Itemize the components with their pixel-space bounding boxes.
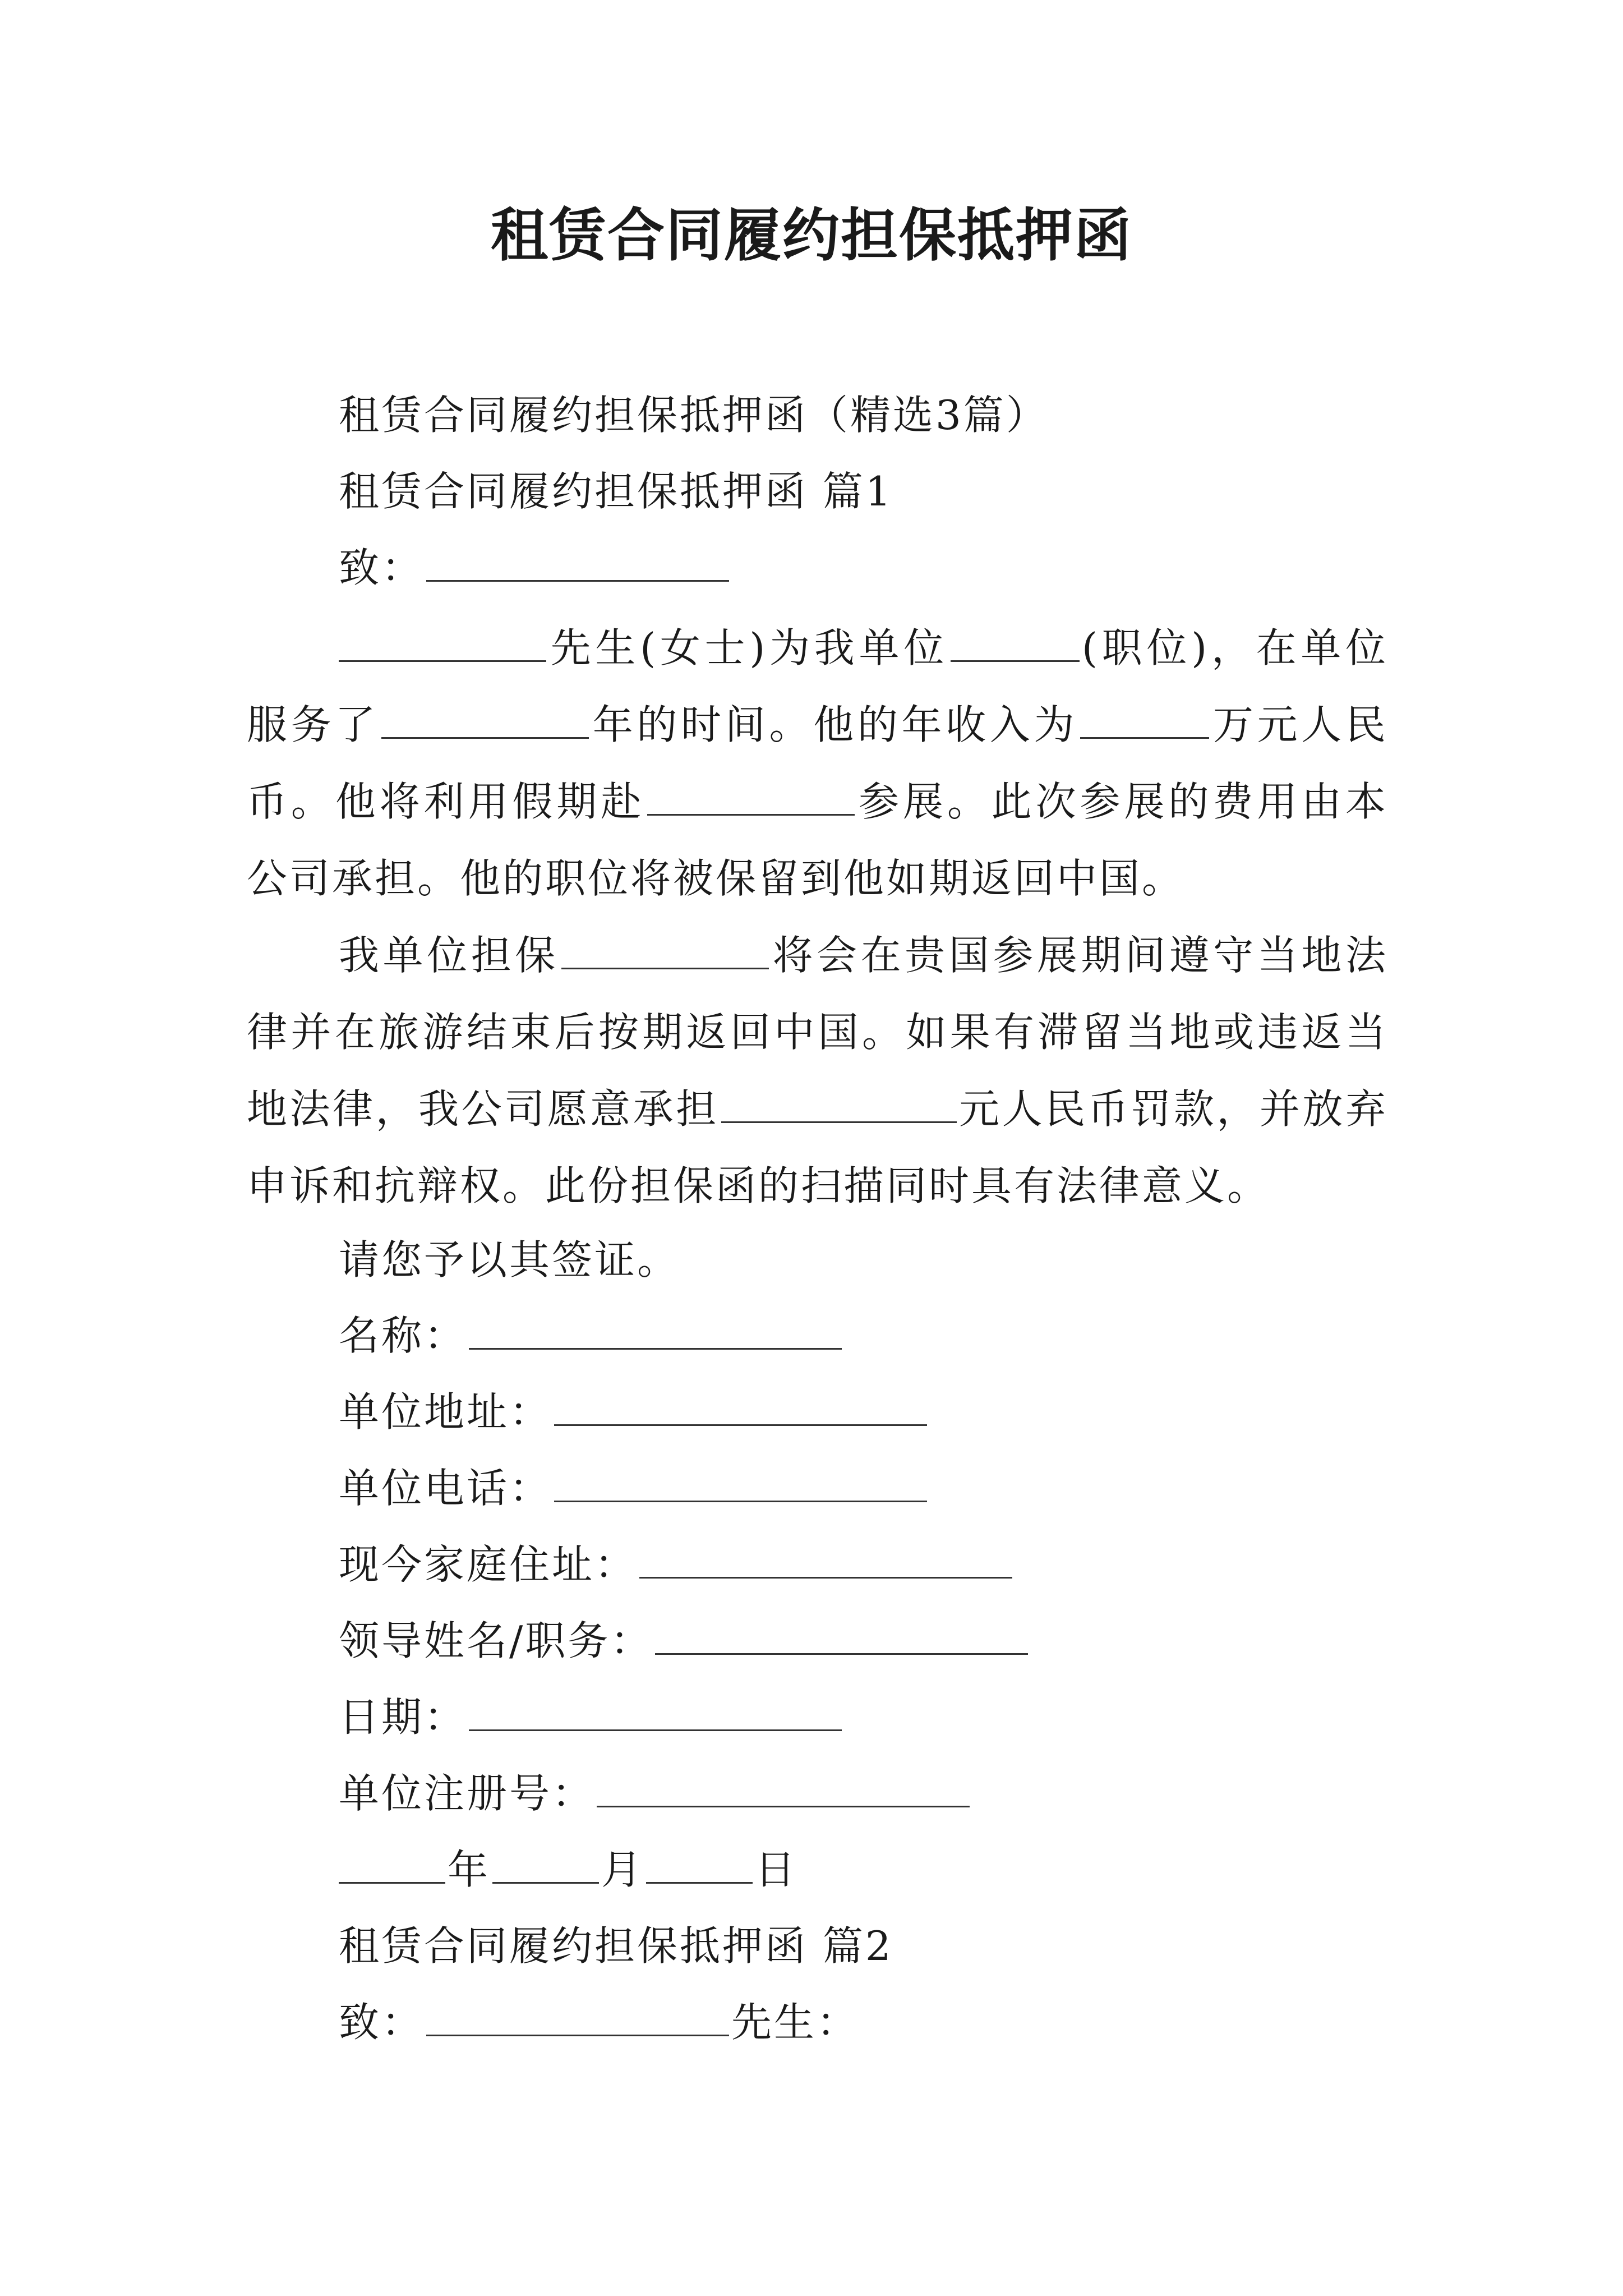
- month-blank: [492, 1847, 599, 1884]
- field-phone-label: 单位电话：: [339, 1465, 552, 1512]
- part2-to-line: [339, 1994, 859, 2050]
- field-address: [339, 1384, 929, 1440]
- field-reg-blank: [597, 1771, 970, 1807]
- p2-text-1: 我单位担保: [339, 932, 559, 979]
- field-leader-label: 领导姓名/职务：: [339, 1617, 653, 1664]
- date-line: [339, 1842, 797, 1898]
- part1-to-line: [339, 540, 731, 596]
- year-label: 年: [448, 1846, 491, 1893]
- subtitle: 租赁合同履约担保抵押函（精选3篇）: [339, 392, 1049, 439]
- destination-blank: [647, 779, 855, 816]
- day-label: 日: [755, 1846, 798, 1893]
- month-label: 月: [601, 1846, 644, 1893]
- field-address-blank: [554, 1389, 927, 1426]
- year-blank: [339, 1847, 445, 1884]
- p1-text-1: 先生(女士)为我单位: [548, 624, 948, 671]
- field-leader: [339, 1613, 1030, 1669]
- field-reg-label: 单位注册号：: [339, 1770, 595, 1817]
- part1-paragraph-2: [247, 917, 1388, 1225]
- part2-recipient-blank: [426, 2000, 729, 2036]
- field-name-label: 名称：: [339, 1312, 467, 1359]
- field-home-address: [339, 1536, 1015, 1593]
- income-blank: [1080, 702, 1209, 739]
- field-name-blank: [469, 1313, 842, 1350]
- guaranteed-person-blank: [561, 933, 769, 969]
- field-leader-blank: [655, 1618, 1028, 1655]
- field-date: [339, 1689, 844, 1745]
- field-date-blank: [469, 1695, 842, 1731]
- p2-text-3: 元人民币罚款，并放弃申诉和抗辩权。此份担保函的扫描同时具有法律意义。: [247, 1085, 1388, 1209]
- p1-text-5: 参展。此次参展的费用由本公司承担。他的职位将被保留到他如期返回中国。: [247, 778, 1388, 902]
- p2-text-2: 将会在贵国参展期间遵守当地法律并在旅游结束后按期返回中国。如果有滞留当地或违返当地法律，我公司愿意承担: [247, 932, 1388, 1133]
- visa-request: 请您予以其签证。: [339, 1236, 680, 1283]
- years-blank: [381, 702, 589, 739]
- field-address-label: 单位地址：: [339, 1388, 552, 1435]
- day-blank: [646, 1847, 753, 1884]
- field-date-label: 日期：: [339, 1694, 467, 1741]
- field-home-blank: [639, 1542, 1012, 1579]
- penalty-blank: [721, 1087, 957, 1123]
- part1-paragraph-1: [247, 610, 1388, 917]
- document-title: 租赁合同履约担保抵押函: [491, 202, 1132, 269]
- p1-text-2: (职位)，在单位服务了: [247, 624, 1388, 748]
- part2-to-label: 致：: [339, 1999, 425, 2046]
- to-label: 致：: [339, 544, 425, 591]
- field-name: [339, 1308, 844, 1364]
- field-phone: [339, 1460, 929, 1516]
- field-phone-blank: [554, 1466, 927, 1502]
- part2-to-suffix: 先生：: [731, 1999, 860, 2046]
- recipient-blank: [426, 545, 729, 582]
- p1-text-4: 万元人民币。他将利用假期赴: [247, 701, 1388, 825]
- p1-text-3: 年的时间。他的年收入为: [591, 701, 1078, 748]
- position-blank: [951, 625, 1080, 662]
- name-blank: [339, 625, 546, 662]
- part1-heading: 租赁合同履约担保抵押函 篇1: [339, 468, 893, 515]
- part2-heading: 租赁合同履约担保抵押函 篇2: [339, 1922, 893, 1970]
- field-registration: [339, 1765, 972, 1821]
- field-home-label: 现今家庭住址：: [339, 1541, 638, 1588]
